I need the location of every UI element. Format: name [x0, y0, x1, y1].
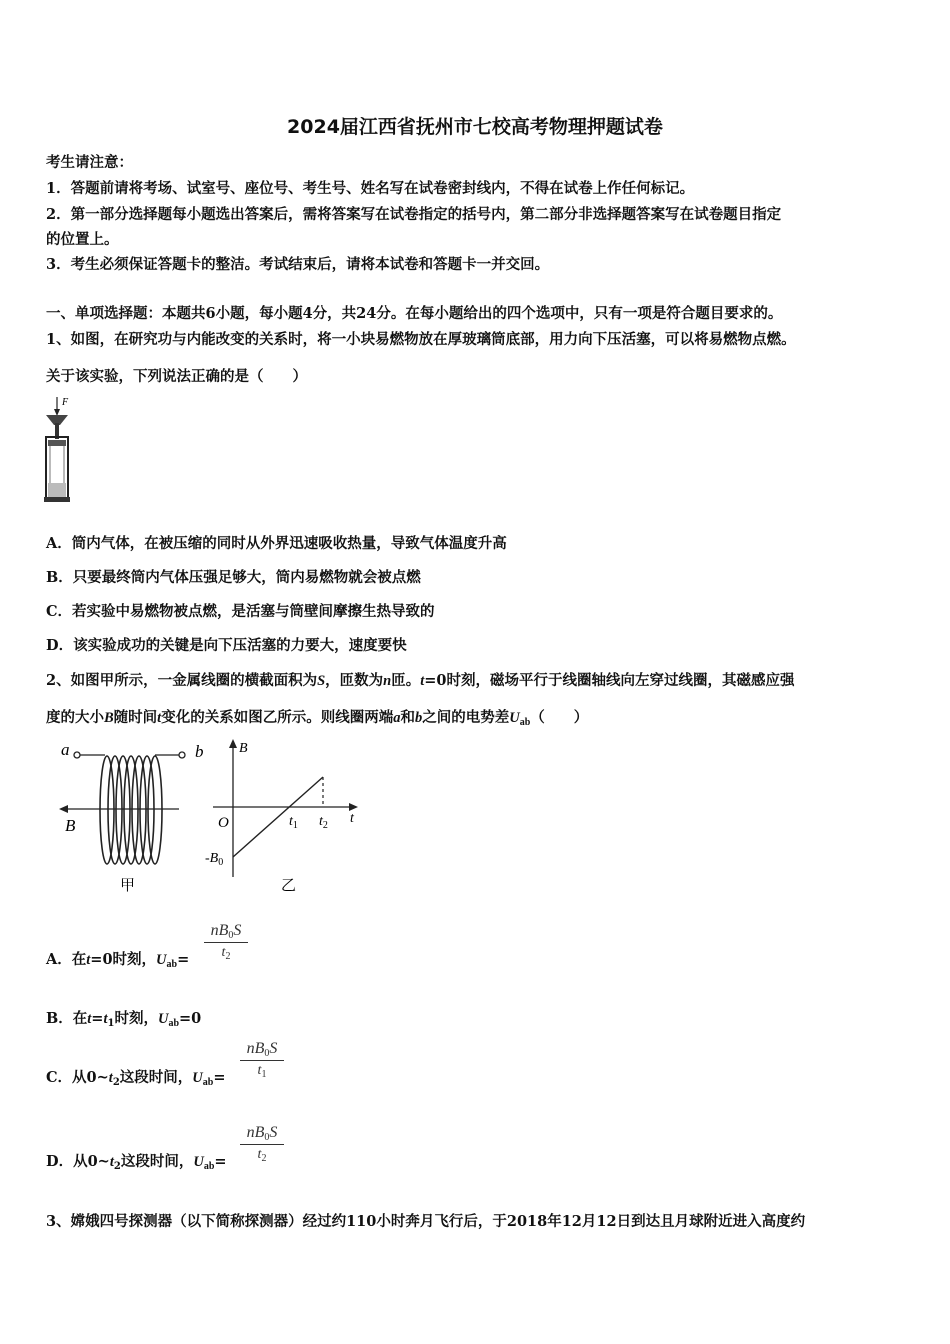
t1-label: $t_1$ — [289, 814, 298, 831]
notice-heading: 考生请注意： — [46, 154, 133, 171]
y-axis-label: B — [239, 741, 248, 756]
t2-label: $t_2$ — [319, 814, 328, 831]
coil-and-graph-figure — [55, 735, 365, 895]
option-b: B．只要最终筒内气体压强足够大，筒内易燃物就会被点燃 — [46, 569, 421, 586]
q2-option-c-fraction: nB0S $t_1$ — [240, 1040, 284, 1079]
q2-option-d: D．从$0\sim t_2$这段时间，$U_{ab}=$ — [46, 1153, 227, 1172]
q2-option-b: B．在$t=t_1$时刻，$U_{ab}=0$ — [46, 1010, 202, 1029]
terminal-a-label: a — [61, 740, 70, 759]
question-2-stem: 2、如图甲所示，一金属线圈的横截面积为S，匝数为n匝。t=0时刻，磁场平行于线圈轴线向左穿过线圈，其磁感应强 — [46, 672, 795, 689]
x-axis-label: t — [350, 811, 354, 826]
field-arrow-icon — [59, 805, 68, 813]
option-a: A．筒内气体，在被压缩的同时从外界迅速吸收热量，导致气体温度升高 — [46, 535, 507, 552]
force-label: F — [62, 397, 69, 408]
b-t-graph — [205, 739, 358, 894]
tube-base — [44, 497, 70, 502]
question-2-stem: 度的大小B随时间t变化的关系如图乙所示。则线圈两端a和b之间的电势差$U_{ab}$（ ） — [46, 709, 589, 728]
coil-diagram — [59, 740, 204, 894]
notice-item: 3．考生必须保证答题卡的整洁。考试结束后，请将本试卷和答题卡一并交回。 — [46, 256, 550, 273]
neg-b0-label: $-B_0$ — [205, 851, 224, 868]
question-1-stem: 关于该实验，下列说法正确的是（ ） — [46, 368, 307, 385]
option-d: D．该实验成功的关键是向下压活塞的力要大，速度要快 — [46, 637, 407, 654]
terminal-a — [74, 752, 80, 758]
field-label: B — [65, 816, 76, 835]
figure-caption-yi: 乙 — [281, 878, 297, 894]
figure-caption-jia: 甲 — [120, 878, 136, 894]
q2-option-d-fraction: nB0S $t_2$ — [240, 1124, 284, 1163]
page-title: 2024届江西省抚州市七校高考物理押题试卷 — [287, 116, 663, 138]
notice-item: 2．第一部分选择题每小题选出答案后，需将答案写在试卷指定的括号内，第二部分非选择题答案写在试卷题目指定 — [46, 206, 782, 223]
q2-option-a-fraction: nB0S $t_2$ — [204, 922, 248, 961]
question-1-stem: 1、如图，在研究功与内能改变的关系时，将一小块易燃物放在厚玻璃筒底部，用力向下压活塞，可以将易燃物点燃。 — [46, 331, 796, 348]
section-heading: 一、单项选择题：本题共6小题，每小题4分，共24分。在每小题给出的四个选项中，只有一项是符合题目要求的。 — [46, 305, 783, 322]
terminal-b-label: b — [195, 742, 204, 761]
option-c: C．若实验中易燃物被点燃，是活塞与筒壁间摩擦生热导致的 — [46, 603, 435, 620]
origin-label: O — [218, 815, 229, 831]
notice-item: 的位置上。 — [46, 231, 119, 248]
force-arrow-head — [54, 409, 60, 416]
q2-option-c: C．从$0\sim t_2$这段时间，$U_{ab}=$ — [46, 1069, 226, 1088]
glass-tube-figure — [38, 395, 82, 507]
piston — [48, 440, 66, 446]
notice-item: 1．答题前请将考场、试室号、座位号、考生号、姓名写在试卷密封线内，不得在试卷上作任何标记。 — [46, 180, 695, 197]
terminal-b — [179, 752, 185, 758]
b-line — [233, 777, 323, 857]
question-3-stem: 3、嫦娥四号探测器（以下简称探测器）经过约110小时奔月飞行后，于2018年12月12日到达且月球附近进入高度约 — [46, 1213, 806, 1230]
tinder — [48, 483, 66, 497]
q2-option-a: A．在t=0时刻，$U_{ab}=$ — [46, 951, 190, 970]
